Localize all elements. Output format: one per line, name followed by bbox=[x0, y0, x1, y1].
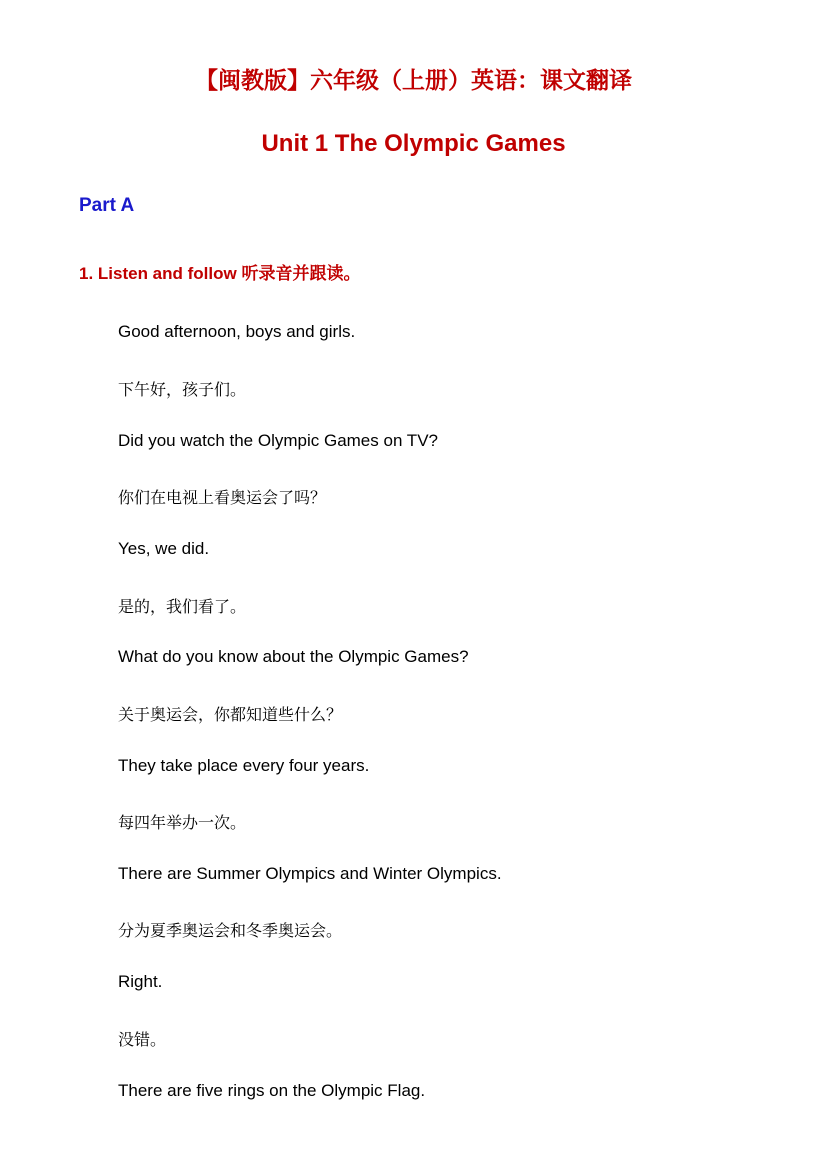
dialogue-line-chinese: 关于奥运会，你都知道些什么？ bbox=[118, 705, 343, 724]
section-heading: 1. Listen and follow 听录音并跟读。 bbox=[79, 264, 361, 283]
dialogue-line-english: There are Summer Olympics and Winter Olympics. bbox=[118, 864, 502, 883]
dialogue-line-chinese: 没错。 bbox=[118, 1030, 167, 1049]
dialogue-line-chinese: 每四年举办一次。 bbox=[118, 813, 247, 832]
dialogue-line-chinese: 你们在电视上看奥运会了吗？ bbox=[118, 488, 327, 507]
dialogue-line-english: Right. bbox=[118, 972, 163, 991]
unit-title: Unit 1 The Olympic Games bbox=[261, 130, 566, 157]
dialogue-line-english: Good afternoon, boys and girls. bbox=[118, 322, 356, 341]
dialogue-line-english: There are five rings on the Olympic Flag. bbox=[118, 1081, 426, 1100]
document-title: 【闽教版】六年级（上册）英语：课文翻译 bbox=[195, 67, 632, 94]
dialogue-line-chinese: 分为夏季奥运会和冬季奥运会。 bbox=[118, 921, 343, 940]
part-heading: Part A bbox=[79, 195, 135, 216]
dialogue-line-english: Did you watch the Olympic Games on TV? bbox=[118, 431, 438, 450]
dialogue-line-english: Yes, we did. bbox=[118, 539, 210, 558]
dialogue-line-chinese: 是的，我们看了。 bbox=[118, 597, 247, 616]
dialogue-line-english: What do you know about the Olympic Games? bbox=[118, 647, 469, 666]
dialogue-line-chinese: 下午好，孩子们。 bbox=[118, 380, 247, 399]
dialogue-line-english: They take place every four years. bbox=[118, 756, 370, 775]
